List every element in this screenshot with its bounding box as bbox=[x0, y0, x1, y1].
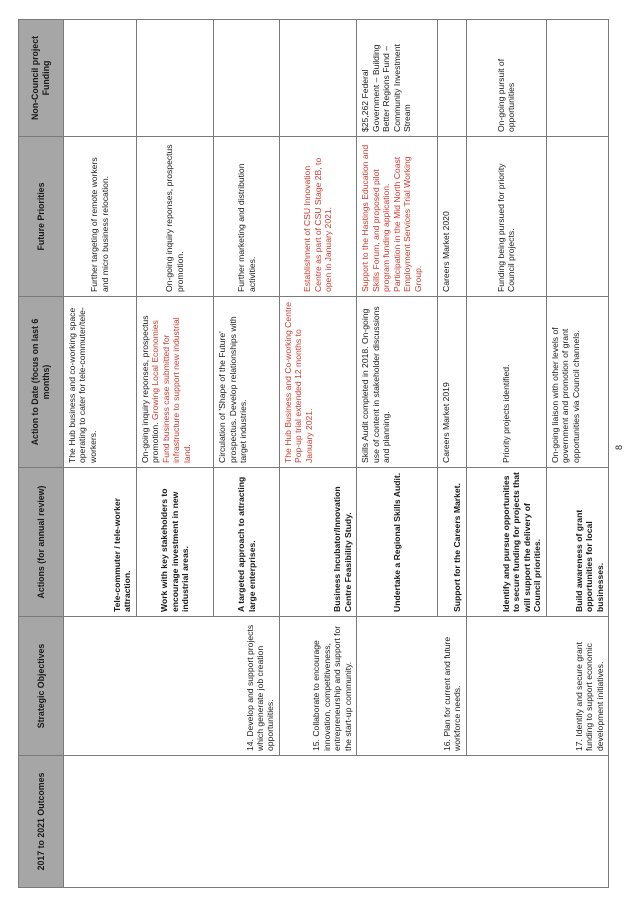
objective-cell: 16. Plan for current and future workforce needs. bbox=[357, 617, 467, 756]
to-date-text: On-going liaison with other levels of government and promotion of grant opportunities via Council channels. bbox=[549, 327, 581, 463]
header-outcomes: 2017 to 2021 Outcomes bbox=[19, 756, 64, 888]
objective-cell: 17. Identify and secure grant funding to support economic development initiatives. bbox=[466, 617, 608, 756]
header-funding: Non-Council project Funding bbox=[19, 20, 64, 137]
header-row bbox=[19, 20, 64, 888]
to-date-cell bbox=[64, 297, 137, 468]
to-date-cell bbox=[438, 297, 467, 468]
action-cell: A targeted approach to attracting large enterprises. bbox=[214, 468, 280, 617]
action-cell: Identify and pursue opportunities to secure funding for projects that will support the delivery of Council priorities. bbox=[466, 468, 546, 617]
priority-highlight: Support to the Hastings Education and Skills Forum, and proposed pilot program funding application. Participation in the Mid North Coast Employment Services Trial Working Group. bbox=[360, 144, 423, 292]
header-actions: Actions (for annual review) bbox=[19, 468, 64, 617]
page-number: 8 bbox=[614, 444, 624, 450]
priority-highlight: Establishment of CSU Innovation Centre as part of CSU Stage 2B, to open in January 2021. bbox=[302, 157, 334, 292]
priority-cell bbox=[279, 137, 356, 297]
funding-cell: On-going pursuit of opportunities bbox=[466, 20, 546, 137]
rotated-table-container bbox=[18, 20, 609, 888]
table-row bbox=[64, 20, 137, 888]
funding-cell bbox=[279, 20, 356, 137]
funding-cell bbox=[214, 20, 280, 137]
funding-cell bbox=[64, 20, 137, 137]
to-date-text: On-going inquiry reponses, prospectus promotion. bbox=[139, 315, 161, 463]
priority-text: Further targeting of remote workers and micro business relocation. bbox=[89, 157, 110, 292]
action-cell: Work with key stakeholders to encourage investment in new industrial areas. bbox=[136, 468, 213, 617]
priority-cell bbox=[466, 137, 546, 297]
action-cell: Support for the Careers Market. bbox=[438, 468, 467, 617]
objective-cell: 15. Collaborate to encourage innovation, competitiveness, entrepreneurship and support for the start-up community. bbox=[279, 617, 356, 756]
action-cell: Undertake a Regional Skills Audit. bbox=[357, 468, 438, 617]
action-cell: Build awareness of grant opportunities for local businesses. bbox=[546, 468, 608, 617]
to-date-highlight: Growing Local Economies Fund business case submitted for infrastructure to support new industrial land. bbox=[150, 317, 192, 463]
priority-cell bbox=[438, 137, 467, 297]
to-date-text: Skills Audit completed in 2018. On-going use of content in stakeholder discussions and planning. bbox=[360, 306, 392, 463]
to-date-cell bbox=[546, 297, 608, 468]
to-date-cell bbox=[357, 297, 438, 468]
action-cell: Tele-commuter / tele-worker attraction. bbox=[64, 468, 137, 617]
to-date-text: Circulation of 'Shape of the Future' prospectus. Develop relationships with target industries. bbox=[217, 316, 249, 463]
priority-cell bbox=[214, 137, 280, 297]
funding-cell: $25,262 Federal Government – Building Better Regions Fund – Community Investment Stream bbox=[357, 20, 438, 137]
to-date-cell bbox=[466, 297, 546, 468]
to-date-cell bbox=[214, 297, 280, 468]
objective-cell: 14. Develop and support projects which generate job creation opportunities. bbox=[64, 617, 280, 756]
to-date-text: Priority projects identified. bbox=[501, 364, 511, 463]
priority-text: Further marketing and distribution activities. bbox=[236, 163, 257, 292]
header-to-date: Action to Date (focus on last 6 months) bbox=[19, 297, 64, 468]
priority-cell bbox=[64, 137, 137, 297]
priority-text: Careers Market 2020 bbox=[441, 211, 452, 292]
priority-cell bbox=[357, 137, 438, 297]
action-cell: Business Incubator/Innovation Centre Feasibility Study. bbox=[279, 468, 356, 617]
priority-text: On-going inquiry reponses, prospectus promotion. bbox=[164, 144, 185, 292]
funding-cell bbox=[136, 20, 213, 137]
priority-cell bbox=[546, 137, 608, 297]
to-date-text: Careers Market 2019 bbox=[441, 382, 452, 463]
to-date-cell bbox=[279, 297, 356, 468]
outcomes-cell bbox=[64, 756, 609, 888]
priority-cell bbox=[136, 137, 213, 297]
funding-cell bbox=[438, 20, 467, 137]
header-objectives: Strategic Objectives bbox=[19, 617, 64, 756]
header-priorities: Future Priorities bbox=[19, 137, 64, 297]
table-wrapper bbox=[18, 20, 625, 871]
priority-text: Funding being pursued for priority Council projects. bbox=[495, 163, 517, 292]
to-date-cell bbox=[136, 297, 213, 468]
funding-cell bbox=[546, 20, 608, 137]
economic-strategy-table bbox=[18, 19, 609, 888]
to-date-highlight: The Hub Business and Co-working Centre Pop-up trial extended 12 months to January 2021. bbox=[282, 302, 314, 463]
to-date-text: The Hub business and co-working space operating to cater for tele-commuter/tele-workers. bbox=[67, 307, 98, 463]
